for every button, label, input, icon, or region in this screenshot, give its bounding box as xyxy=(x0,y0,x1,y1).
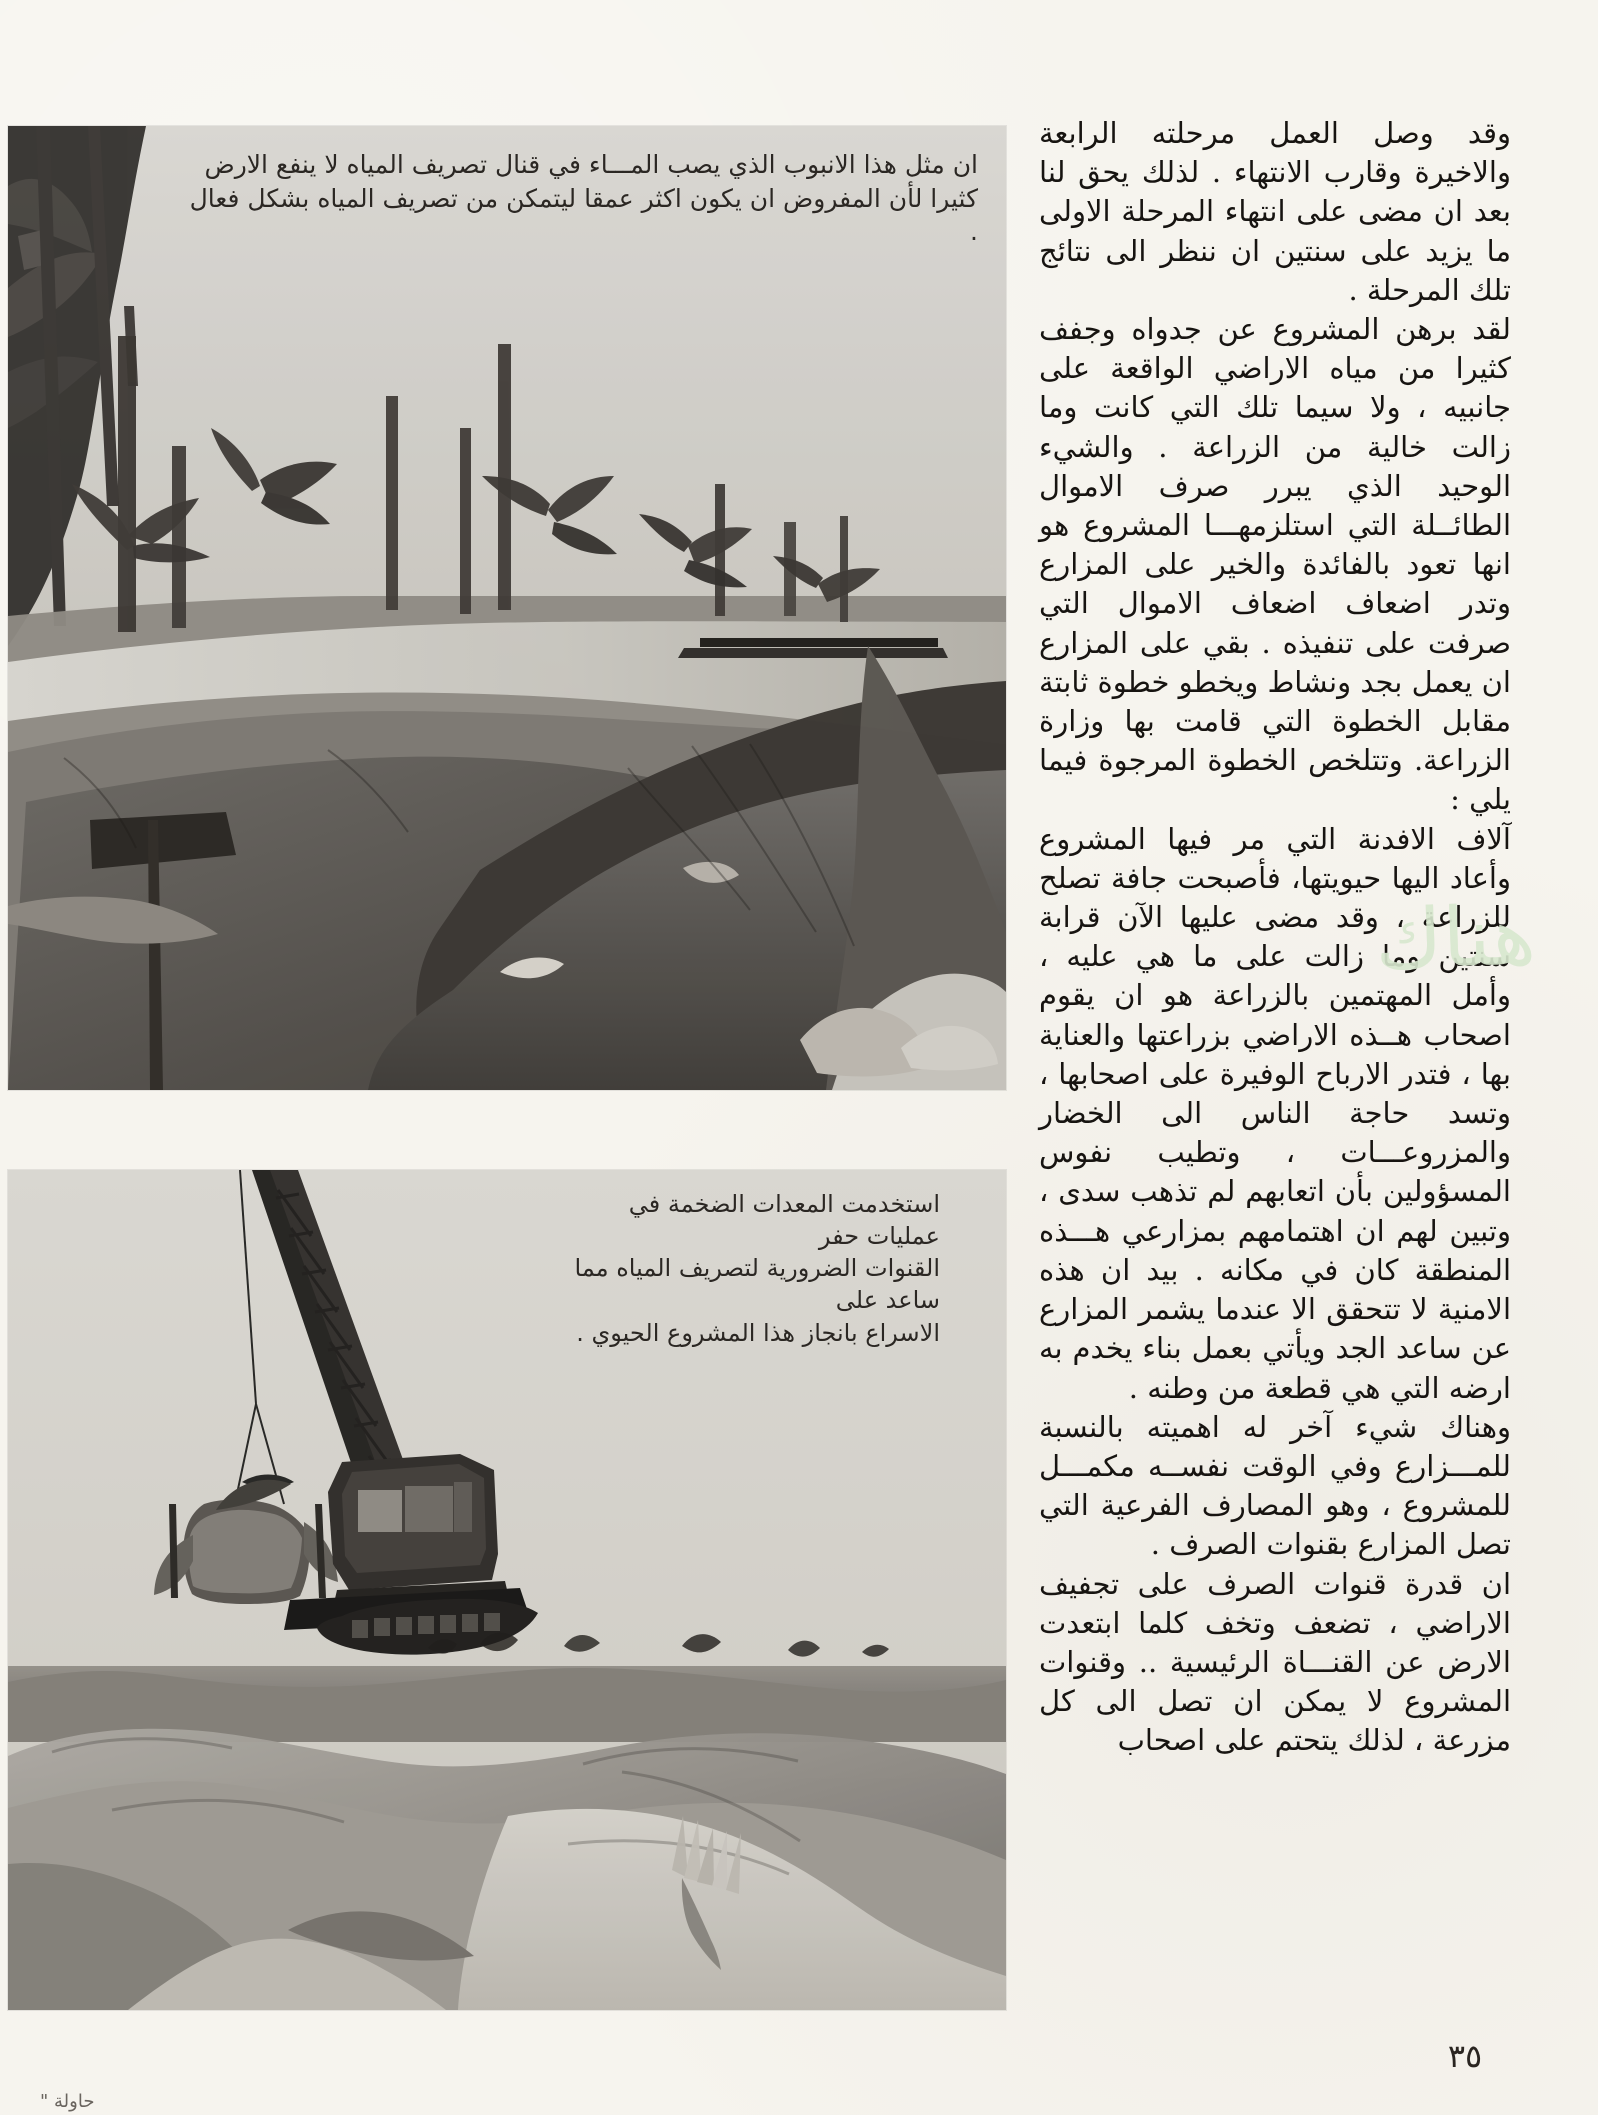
article-paragraph: لقد برهن المشروع عن جدواه وجفف كثيرا من مياه الاراضي الواقعة على جانبيه ، ولا سيما تلك التي كانت وما زالت خالية من الزراعة . والشيء الوحيد الذي يبرر صرف الاموال الطائــلة التي استلزمهـــا المشروع هو انها تعود بالفائدة والخير على المزارع وتدر اضعاف اضعاف الاموال التي صرفت على تنفيذه . بقي على المزارع ان يعمل بجد ونشاط ويخطو خطوة ثابتة مقابل الخطوة التي قامت بها وزارة الزراعة. وتتلخص الخطوة المرجوة فيما يلي : xyxy=(1039,312,1511,817)
article-paragraph: آلاف الافدنة التي مر فيها المشروع وأعاد اليها حيويتها، فأصبحت جافة تصلح للزراعة ، وقد مضى عليها الآن قرابة سنتين وما زالت على ما هي عليه ، وأمل المهتمين بالزراعة هو ان يقوم اصحاب هــذه الاراضي بزراعتها والعناية بها ، فتدر الارباح الوفيرة على اصحابها ، وتسد حاجة الناس الى الخضار والمزروعـــات ، وتطيب نفوس المسؤولين بأن اتعابهم لم تذهب سدى ، وتبين لهم ان اهتمامهم بمزارعي هـــذه المنطقة كان في مكانه . بيد ان هذه الامنية لا تتحقق الا عندما يشمر المزارع عن ساعد الجد ويأتي بعمل بناء يخدم به ارضه التي هي قطعة من وطنه . xyxy=(1039,821,1511,1405)
bottom-photo-caption: استخدمت المعدات الضخمة في عمليات حفر القنوات الضرورية لتصريف المياه مما ساعد على الاسراع بانجاز هذا المشروع الحيوي . xyxy=(574,1190,940,1347)
article-paragraph: ان قدرة قنوات الصرف على تجفيف الاراضي ، تضعف وتخف كلما ابتعدت الارض عن القنـــاة الرئيسية .. وقنوات المشروع لا يمكن ان تصل الى كل مزرعة ، لذلك يتحتم على اصحاب xyxy=(1039,1566,1511,1758)
article-paragraph: وهناك شيء آخر له اهميته بالنسبة للمـــزارع وفي الوقت نفســه مكمـــل للمشروع ، وهو المصارف الفرعية التي تصل المزارع بقنوات الصرف . xyxy=(1039,1409,1511,1562)
page-number: ٣٥ xyxy=(1447,2037,1483,2075)
decorative-word: هناك xyxy=(1373,888,1538,989)
corner-mark: حاولة " xyxy=(40,2091,95,2112)
photo-drainage-canal xyxy=(8,126,1006,1090)
drainage-canal-illustration xyxy=(8,126,1006,1090)
top-photo-caption: ان مثل هذا الانبوب الذي يصب المـــاء في قنال تصريف المياه لا ينفع الارض كثيرا لأن المفروض ان يكون اكثر عمقا ليتمكن من تصريف المياه بشكل فعال . xyxy=(189,150,978,246)
article-paragraph: وقد وصل العمل مرحلته الرابعة والاخيرة وقارب الانتهاء . لذلك يحق لنا بعد ان مضى على انتهاء المرحلة الاولى ما يزيد على سنتين ان ننظر الى نتائج تلك المرحلة . xyxy=(1039,116,1511,307)
